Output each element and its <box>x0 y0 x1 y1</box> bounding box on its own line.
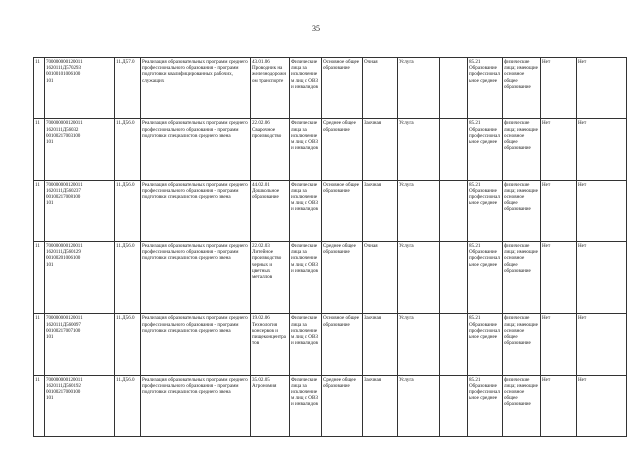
registry-code-cell <box>45 180 115 241</box>
row-number-cell: 11 <box>34 180 45 241</box>
study-form-cell: Заочная <box>363 375 398 436</box>
row-number-cell: 11 <box>34 314 45 375</box>
flag-one-cell: Нет <box>541 314 577 375</box>
education-base-cell: Среднее общее образование <box>322 241 363 313</box>
flag-two-cell: Нет <box>577 58 627 119</box>
table-row <box>34 375 627 436</box>
profession-cell: 35.02.05 Агрономия <box>251 375 290 436</box>
education-base-cell: Основное общее образование <box>322 314 363 375</box>
profession-cell: 19.02.06 Технология консервов и пищеконцентратов <box>251 314 290 375</box>
consumer-category-cell: Физические лица за исключением лиц с ОВЗ и инвалидов <box>290 180 322 241</box>
registry-code-line: 00100101006100 <box>46 71 81 78</box>
study-form-cell: Очная <box>363 241 398 313</box>
service-name-cell: Реализация образовательных программ среднего профессионального образования - программ подготовки специалистов среднего звена <box>141 241 251 313</box>
consumer-category-cell: Физические лица за исключением лиц с ОВЗ и инвалидов <box>290 241 322 313</box>
service-name-cell: Реализация образовательных программ среднего профессионального образования - программ подготовки специалистов среднего звена <box>141 375 251 436</box>
profession-cell: 44.02.01 Дошкольное образование <box>251 180 290 241</box>
profession-cell: 43.01.06 Проводник на железнодорожном транспорте <box>251 58 290 119</box>
kind-cell: Услуга <box>398 180 440 241</box>
service-type-cell: 11.Д56.0 <box>115 314 141 375</box>
education-base-cell: Среднее общее образование <box>322 375 363 436</box>
registry-code-line: 700000000120011 <box>46 120 83 127</box>
table-row <box>34 314 627 375</box>
registry-code-line: 00100217000100 <box>46 389 81 396</box>
registry-code-cell <box>45 241 115 313</box>
row-number-cell: 11 <box>34 58 45 119</box>
empty-cell <box>440 241 468 313</box>
okved-cell: 85.21 Образование профессиональное среднее <box>468 241 503 313</box>
kind-cell: Услуга <box>398 375 440 436</box>
registry-code-line: 1620111Д560097 <box>46 321 81 328</box>
registry-code-line: 1620111Д560129 <box>46 249 81 256</box>
okved-cell: 85.21 Образование профессиональное среднее <box>468 119 503 180</box>
study-form-cell: Заочная <box>363 314 398 375</box>
registry-code-line: 1620111Д560192 <box>46 382 81 389</box>
consumers-cell: физические лица; имеющие основное общее образование <box>503 180 541 241</box>
table-row <box>34 180 627 241</box>
registry-code-line: 101 <box>46 333 54 340</box>
row-number-cell: 11 <box>34 375 45 436</box>
flag-two-cell: Нет <box>577 119 627 180</box>
education-base-cell: Среднее общее образование <box>322 119 363 180</box>
registry-code-cell <box>45 314 115 375</box>
service-name-cell: Реализация образовательных программ среднего профессионального образования - программ подготовки специалистов среднего звена <box>141 314 251 375</box>
service-type-cell: 11.Д56.0 <box>115 119 141 180</box>
kind-cell: Услуга <box>398 119 440 180</box>
education-base-cell: Основное общее образование <box>322 58 363 119</box>
registry-code-line: 00100201006100 <box>46 255 81 262</box>
flag-one-cell: Нет <box>541 180 577 241</box>
okved-cell: 85.21 Образование профессиональное среднее <box>468 180 503 241</box>
registry-code-line: 700000000120011 <box>46 376 83 383</box>
registry-code-line: 700000000120011 <box>46 315 83 322</box>
registry-code-line: 101 <box>46 138 54 145</box>
kind-cell: Услуга <box>398 58 440 119</box>
education-base-cell: Основное общее образование <box>322 180 363 241</box>
registry-code-line: 1620111Д57029З <box>46 65 81 72</box>
okved-cell: 85.21 Образование профессиональное среднее <box>468 375 503 436</box>
flag-two-cell: Нет <box>577 241 627 313</box>
flag-one-cell: Нет <box>541 375 577 436</box>
consumers-cell: физические лица; имеющие основное общее образование <box>503 375 541 436</box>
consumers-cell: физические лица; имеющие основное общее образование <box>503 119 541 180</box>
registry-code-line: 101 <box>46 261 54 268</box>
consumer-category-cell: Физические лица за исключением лиц с ОВЗ и инвалидов <box>290 58 322 119</box>
registry-code-line: 101 <box>46 395 54 402</box>
flag-two-cell: Нет <box>577 375 627 436</box>
consumers-cell: физические лица; имеющие основное общее образование <box>503 241 541 313</box>
study-form-cell: Заочная <box>363 180 398 241</box>
consumer-category-cell: Физические лица за исключением лиц с ОВЗ и инвалидов <box>290 314 322 375</box>
okved-cell: 85.21 Образование профессиональное среднее <box>468 314 503 375</box>
registry-code-cell <box>45 375 115 436</box>
study-form-cell: Заочная <box>363 119 398 180</box>
flag-one-cell: Нет <box>541 58 577 119</box>
registry-code-line: 1620111Д56032 <box>46 126 79 133</box>
service-name-cell: Реализация образовательных программ среднего профессионального образования - программ подготовки специалистов среднего звена <box>141 119 251 180</box>
service-type-cell: 11.Д56.0 <box>115 180 141 241</box>
registry-code-line: 00100217008100 <box>46 194 81 200</box>
registry-code-line: 700000000120011 <box>46 181 83 188</box>
registry-code-line: 1620111Д560237 <box>46 187 81 194</box>
row-number-cell: 11 <box>34 119 45 180</box>
registry-code-cell <box>45 119 115 180</box>
registry-code-line: 00100217007100 <box>46 327 81 334</box>
empty-cell <box>440 58 468 119</box>
registry-code-line: 101 <box>46 200 54 207</box>
service-name-cell: Реализация образовательных программ среднего профессионального образования - программ подготовки квалифицированных рабочих, служащих <box>141 58 251 119</box>
service-type-cell: 11.Д56.0 <box>115 241 141 313</box>
registry-code-line: 700000000120011 <box>46 59 83 65</box>
flag-two-cell: Нет <box>577 180 627 241</box>
registry-code-line: 700000000120011 <box>46 242 83 249</box>
row-number-cell: 11 <box>34 241 45 313</box>
consumer-category-cell: Физические лица за исключением лиц с ОВЗ и инвалидов <box>290 375 322 436</box>
profession-cell: 22.02.03 Литейное производство черных и цветных металлов <box>251 241 290 313</box>
flag-two-cell: Нет <box>577 314 627 375</box>
registry-table <box>33 57 627 437</box>
empty-cell <box>440 314 468 375</box>
registry-code-line: 00100217003100 <box>46 132 81 139</box>
page-number: 35 <box>312 24 320 33</box>
table-row <box>34 119 627 180</box>
service-type-cell: 11.Д57.0 <box>115 58 141 119</box>
kind-cell: Услуга <box>398 314 440 375</box>
service-type-cell: 11.Д56.0 <box>115 375 141 436</box>
profession-cell: 22.02.06 Сварочное производство <box>251 119 290 180</box>
consumers-cell: физические лица; имеющие основное общее образование <box>503 58 541 119</box>
empty-cell <box>440 180 468 241</box>
flag-one-cell: Нет <box>541 119 577 180</box>
table-row <box>34 241 627 313</box>
registry-code-cell <box>45 58 115 119</box>
study-form-cell: Очная <box>363 58 398 119</box>
table-row <box>34 58 627 119</box>
okved-cell: 85.21 Образование профессиональное среднее <box>468 58 503 119</box>
empty-cell <box>440 119 468 180</box>
kind-cell: Услуга <box>398 241 440 313</box>
consumers-cell: физические лица; имеющие основное общее образование <box>503 314 541 375</box>
registry-code-line: 101 <box>46 77 54 84</box>
empty-cell <box>440 375 468 436</box>
flag-one-cell: Нет <box>541 241 577 313</box>
consumer-category-cell: Физические лица за исключением лиц с ОВЗ и инвалидов <box>290 119 322 180</box>
service-name-cell: Реализация образовательных программ среднего профессионального образования - программ подготовки специалистов среднего звена <box>141 180 251 241</box>
